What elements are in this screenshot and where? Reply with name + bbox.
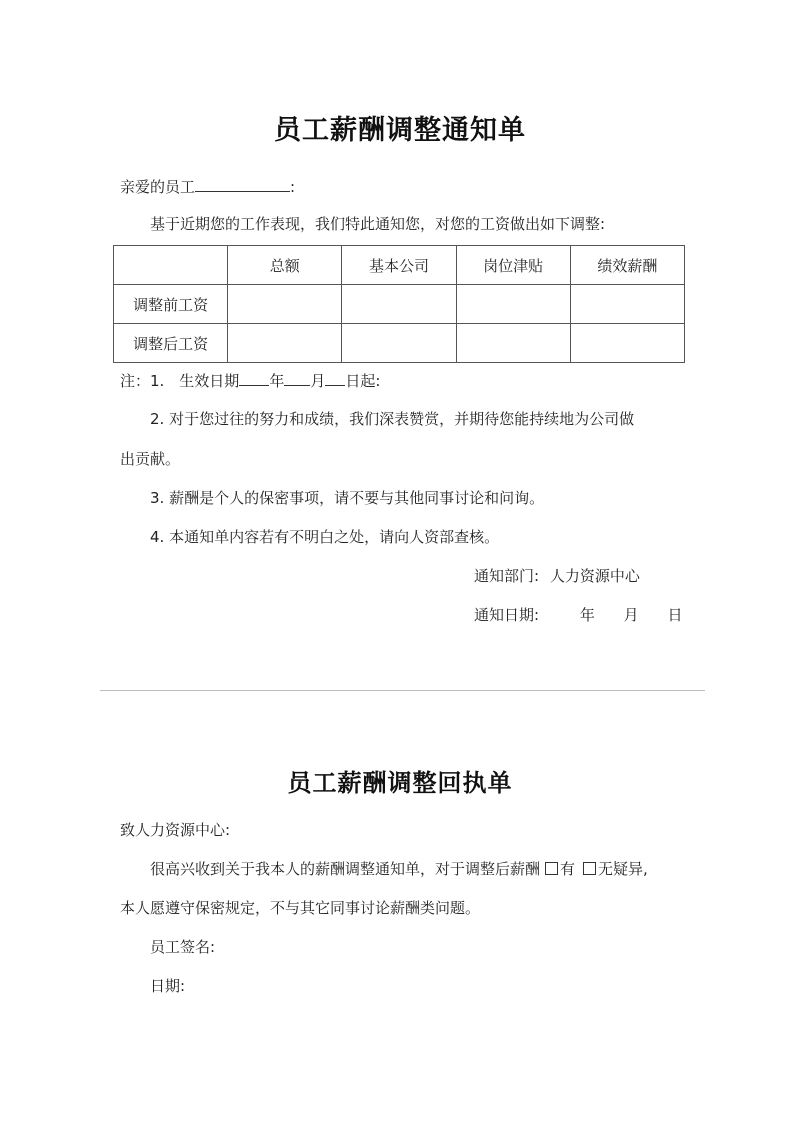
table-cell — [570, 285, 684, 324]
notice-date — [474, 605, 682, 625]
table-cell — [228, 324, 342, 363]
note-1-year: 年 — [269, 372, 285, 390]
row-label: 调整前工资 — [114, 285, 228, 324]
have-objection-checkbox[interactable] — [545, 862, 558, 875]
table-header-cell: 绩效薪酬 — [570, 246, 684, 285]
note-1-prefix: 注：1. 生效日期 — [120, 372, 240, 390]
table-cell — [228, 285, 342, 324]
note-2-line-1: 2. 对于您过往的努力和成绩，我们深表赞赏，并期待您能持续地为公司做 — [150, 410, 635, 428]
table-header-cell: 基本公司 — [342, 246, 456, 285]
year-blank — [239, 370, 269, 386]
note-4: 4. 本通知单内容若有不明白之处，请向人资部查核。 — [150, 528, 500, 546]
intro-text: 基于近期您的工作表现，我们特此通知您，对您的工资做出如下调整: — [150, 215, 606, 233]
table-header-cell: 总额 — [228, 246, 342, 285]
no-objection-checkbox[interactable] — [583, 862, 596, 875]
employee-name-blank — [195, 176, 290, 192]
section-divider — [100, 690, 705, 691]
greeting-prefix: 亲爱的员工 — [120, 178, 196, 196]
table-cell — [342, 324, 456, 363]
row-label: 调整后工资 — [114, 324, 228, 363]
have-objection-label: 有 — [560, 860, 576, 878]
no-objection-label: 无疑异, — [598, 860, 648, 878]
receipt-body-line-1 — [150, 859, 648, 879]
table-header-cell — [114, 246, 228, 285]
receipt-title: 员工薪酬调整回执单 — [287, 769, 513, 797]
receipt-recipient: 致人力资源中心: — [120, 821, 231, 839]
notice-date-day: 日 — [667, 606, 683, 624]
notice-date-year: 年 — [579, 606, 595, 624]
receipt-date-label: 日期: — [150, 977, 186, 995]
notice-date-month: 月 — [623, 606, 639, 624]
greeting-suffix: : — [290, 178, 296, 196]
table-cell — [570, 324, 684, 363]
table-cell — [342, 285, 456, 324]
notice-date-label: 通知日期: — [474, 606, 540, 624]
month-blank — [284, 370, 310, 386]
department-label: 通知部门: — [474, 567, 540, 585]
department-value: 人力资源中心 — [549, 567, 640, 585]
receipt-body-line-2: 本人愿遵守保密规定，不与其它同事讨论薪酬类问题。 — [120, 899, 481, 917]
note-1-day: 日起: — [345, 372, 381, 390]
greeting — [120, 176, 295, 197]
note-2-line-2: 出贡献。 — [120, 450, 181, 468]
table-cell — [456, 285, 570, 324]
table-row — [114, 324, 685, 363]
note-1 — [120, 370, 380, 391]
day-blank — [325, 370, 345, 386]
table-cell — [456, 324, 570, 363]
receipt-body-text: 很高兴收到关于我本人的薪酬调整通知单，对于调整后薪酬 — [150, 860, 541, 878]
notice-title: 员工薪酬调整通知单 — [274, 115, 526, 146]
table-header-row — [114, 246, 685, 285]
note-1-month: 月 — [310, 372, 326, 390]
salary-table — [113, 245, 685, 363]
notice-department — [474, 566, 640, 586]
employee-signature-label: 员工签名: — [150, 938, 216, 956]
table-row — [114, 285, 685, 324]
note-3: 3. 薪酬是个人的保密事项，请不要与其他同事讨论和问询。 — [150, 489, 545, 507]
table-header-cell: 岗位津贴 — [456, 246, 570, 285]
